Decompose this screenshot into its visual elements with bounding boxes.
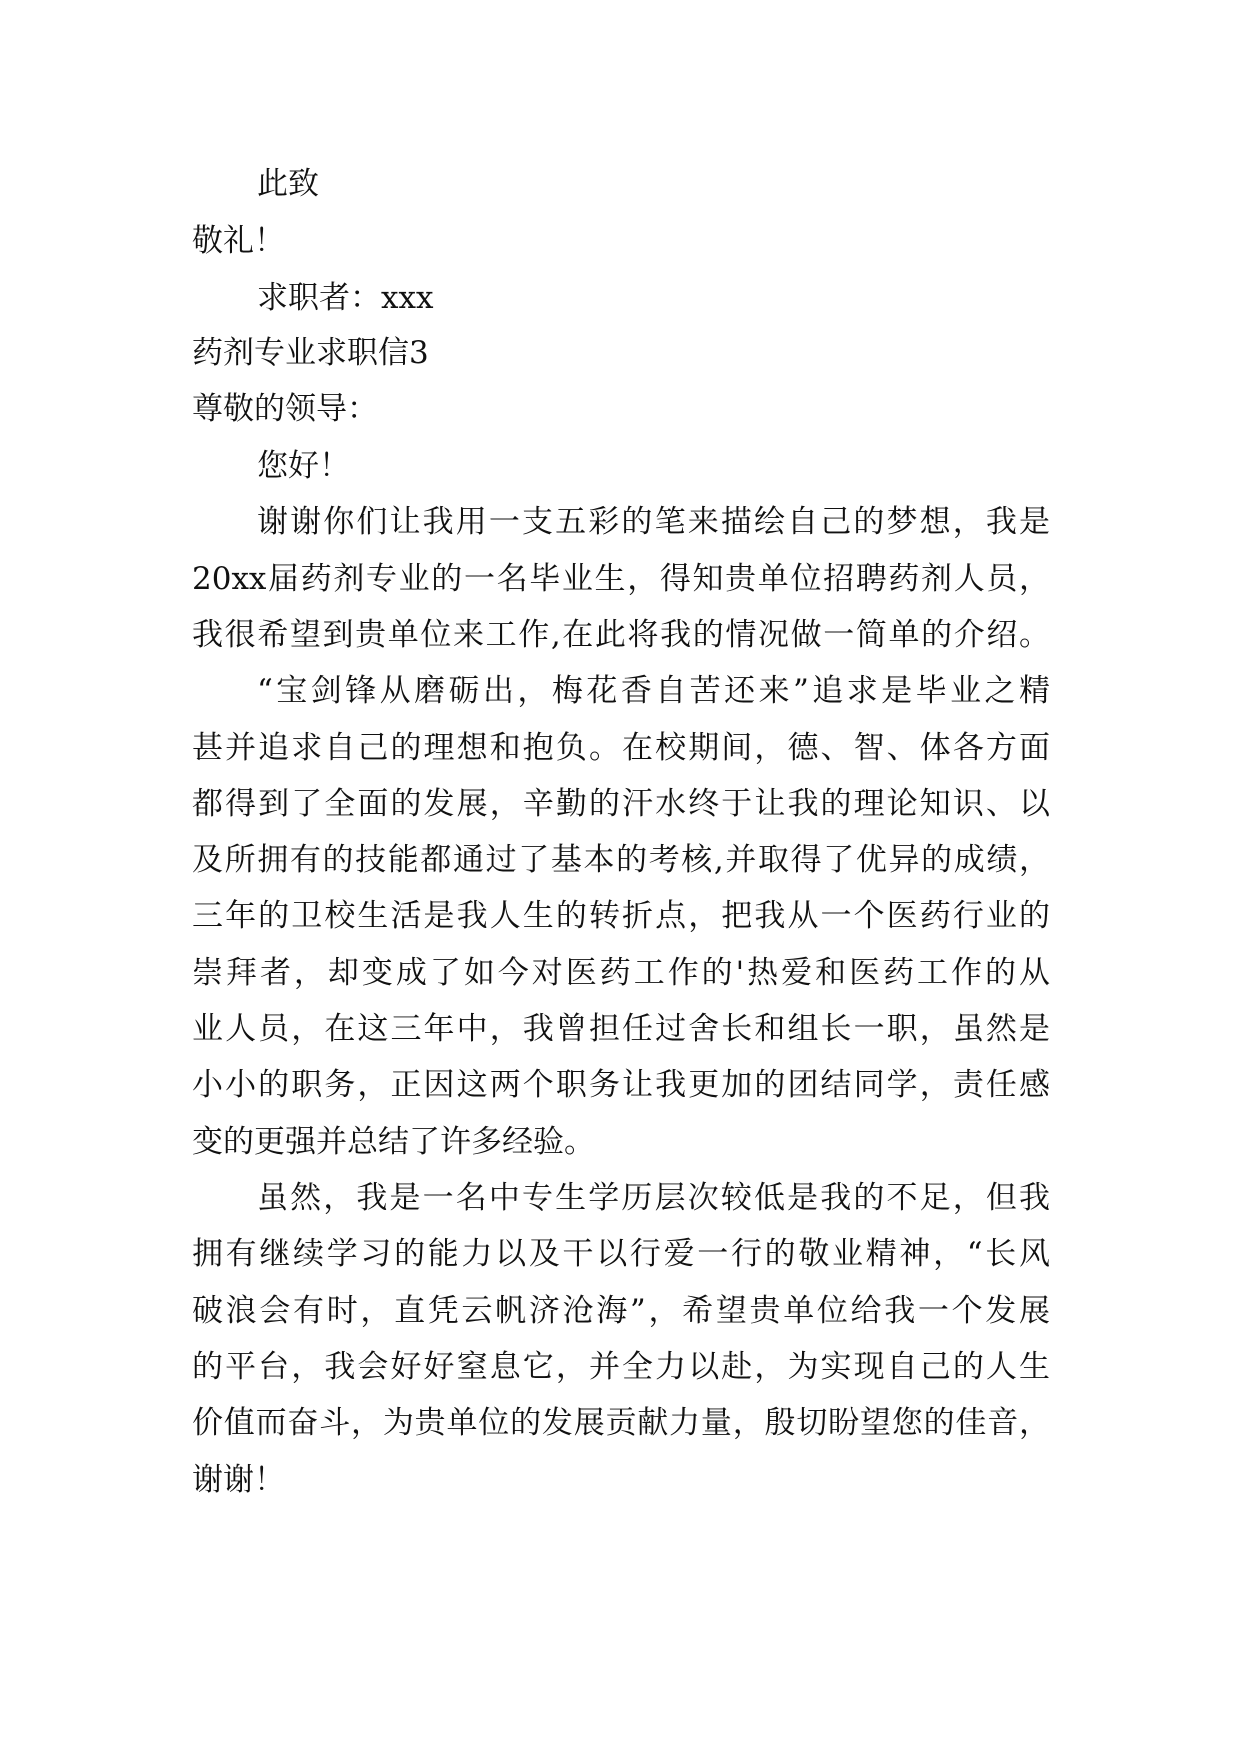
- closing-greeting: 此致: [257, 166, 319, 202]
- closing-salute: 敬礼！: [192, 223, 285, 259]
- signature-line: 求职者：xxx: [257, 280, 434, 316]
- body-line: 20xx届药剂专业的一名毕业生，得知贵单位招聘药剂人员，: [192, 561, 1050, 597]
- body-line: 谢谢你们让我用一支五彩的笔来描绘自己的梦想，我是: [257, 504, 1050, 540]
- addressee: 尊敬的领导：: [192, 391, 378, 427]
- body-line: 都得到了全面的发展，辛勤的汗水终于让我的理论知识、以: [192, 786, 1050, 822]
- body-line: 及所拥有的技能都通过了基本的考核,并取得了优异的成绩，: [192, 842, 1050, 878]
- greeting-hello: 您好！: [257, 448, 350, 484]
- body-line: 变的更强并总结了许多经验。: [192, 1124, 595, 1160]
- body-line: 我很希望到贵单位来工作,在此将我的情况做一简单的介绍。: [192, 617, 1050, 653]
- body-line: 虽然，我是一名中专生学历层次较低是我的不足，但我: [257, 1180, 1050, 1216]
- body-line: 谢谢！: [192, 1462, 285, 1498]
- body-line: 业人员，在这三年中，我曾担任过舍长和组长一职，虽然是: [192, 1011, 1050, 1047]
- body-line: 价值而奋斗，为贵单位的发展贡献力量，殷切盼望您的佳音，: [192, 1405, 1050, 1441]
- body-line: 甚并追求自己的理想和抱负。在校期间，德、智、体各方面: [192, 730, 1050, 766]
- body-line: 三年的卫校生活是我人生的转折点，把我从一个医药行业的: [192, 898, 1050, 934]
- body-line: 拥有继续学习的能力以及干以行爱一行的敬业精神，“长风: [192, 1236, 1050, 1272]
- body-line: 崇拜者，却变成了如今对医药工作的'热爱和医药工作的从: [192, 955, 1050, 991]
- body-line: 小小的职务，正因这两个职务让我更加的团结同学，责任感: [192, 1067, 1050, 1103]
- letter-title: 药剂专业求职信3: [192, 335, 429, 371]
- body-line: 破浪会有时，直凭云帆济沧海”，希望贵单位给我一个发展: [192, 1293, 1050, 1329]
- body-line: “宝剑锋从磨砺出，梅花香自苦还来”追求是毕业之精: [257, 673, 1050, 709]
- body-line: 的平台，我会好好窒息它，并全力以赴，为实现自己的人生: [192, 1349, 1050, 1385]
